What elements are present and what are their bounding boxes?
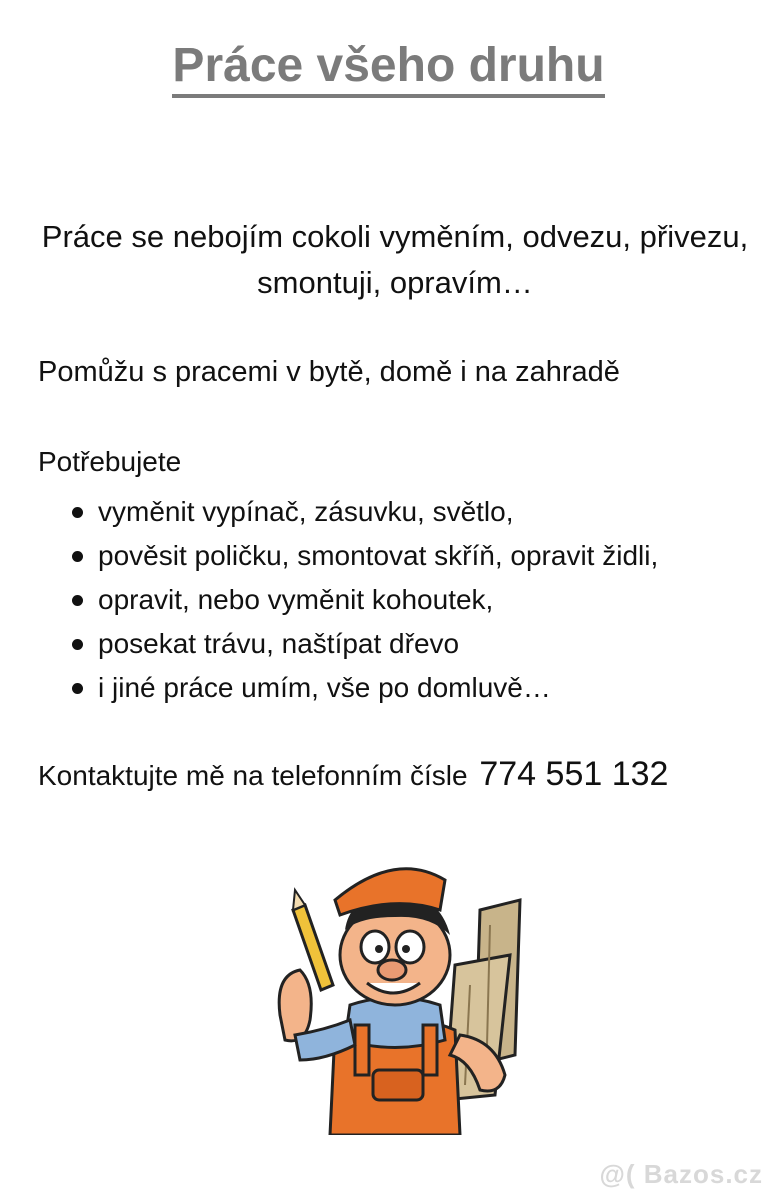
left-arm — [279, 970, 355, 1060]
list-item: i jiné práce umím, vše po domluvě… — [70, 666, 658, 710]
watermark: @( Bazos.cz — [599, 1159, 763, 1189]
list-item: vyměnit vypínač, zásuvku, světlo, — [70, 490, 658, 534]
need-label: Potřebujete — [38, 446, 182, 477]
page-title — [0, 38, 777, 93]
handyman-illustration — [255, 855, 535, 1135]
needs-list — [70, 490, 658, 710]
body — [330, 998, 460, 1136]
phone-number[interactable]: 774 551 132 — [479, 755, 669, 793]
intro-text: Práce se nebojím cokoli vyměním, odvezu, přivezu, smontuji, opravím… — [41, 219, 749, 300]
help-text: Pomůžu s pracemi v bytě, domě i na zahradě — [38, 356, 620, 388]
title-text: Práce všeho druhu — [172, 39, 604, 98]
list-item: opravit, nebo vyměnit kohoutek, — [70, 578, 658, 622]
contact-line — [38, 755, 668, 794]
list-item: pověsit poličku, smontovat skříň, opravit židli, — [70, 534, 658, 578]
contact-text: Kontaktujte mě na telefonním čísle — [38, 760, 468, 791]
list-item: posekat trávu, naštípat dřevo — [70, 622, 658, 666]
head — [335, 869, 450, 1005]
